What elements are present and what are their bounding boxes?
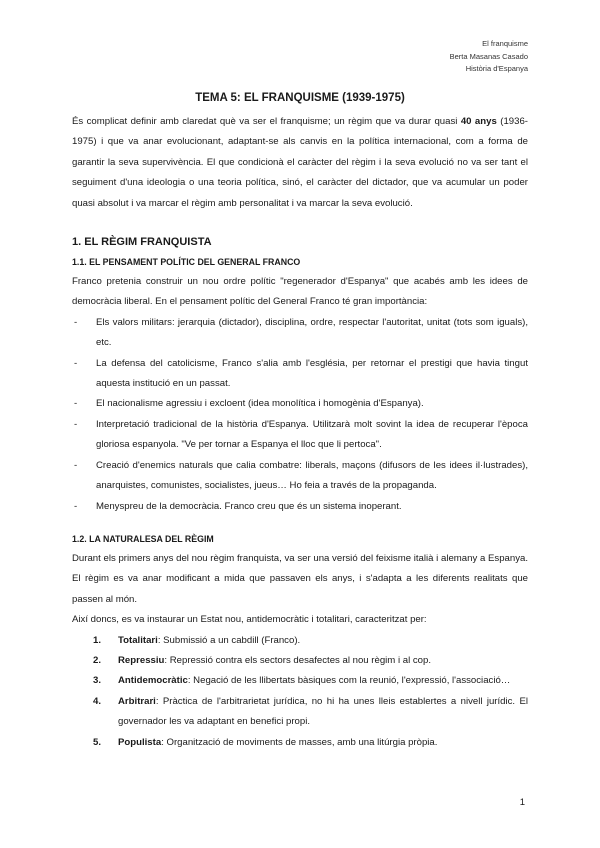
header-topic: El franquisme: [482, 39, 528, 48]
intro-text-part1: És complicat definir amb claredat què va ser el franquisme; un règim que va durar quasi: [72, 116, 461, 127]
dash-marker: -: [74, 500, 78, 512]
dash-marker: -: [74, 316, 78, 328]
item-term: Populista: [118, 736, 162, 748]
item-number: 4.: [93, 695, 102, 707]
regime-characteristics-list: [72, 631, 528, 753]
subsection-1-2-heading: 1.2. LA NATURALESA DEL RÈGIM: [72, 533, 214, 544]
subsection-1-2-paragraph-1: Durant els primers anys del nou règim franquista, va ser una versió del feixisme italià i alemany a Espanya. El règim es va anar modificant a mida que passaven els anys, i s'adapta a les diferents realitats que passen al món.: [72, 552, 528, 605]
dash-marker: -: [74, 398, 78, 410]
document-title: TEMA 5: EL FRANQUISME (1939-1975): [195, 92, 405, 104]
list-item: [72, 497, 528, 517]
document-body: [72, 112, 528, 753]
item-text: : Pràctica de l'arbitrarietat jurídica, no hi ha unes lleis establertes a nivell jurídic. El governador les va adaptant en benefici propi.: [118, 695, 528, 728]
intro-paragraph: [72, 112, 528, 214]
list-item: [72, 456, 528, 497]
list-item: [93, 692, 528, 733]
item-text: : Repressió contra els sectors desafectes al nou règim i al cop.: [164, 654, 432, 666]
list-item: [93, 631, 528, 651]
list-item: [93, 671, 528, 691]
item-number: 1.: [93, 634, 102, 646]
section1-heading: 1. EL RÈGIM FRANQUISTA: [72, 236, 212, 249]
item-term: Totalitari: [118, 634, 158, 646]
intro-text-part2: (1936-1975) i que va anar evolucionant, adaptant-se als canvis en la política internacional, com a forma de garantir la seva supervivència. El que condicionà el caràcter del règim i la seva evolució no va ser tant el seguiment d'una ideologia o una teoria política, sinó, el caràcter del dictador, que va acumular un poder quasi absolut i va marcar el règim amb personalitat i va marcar la seva evolució.: [72, 116, 528, 209]
list-item: [72, 313, 528, 354]
item-term: Arbitrari: [118, 695, 156, 707]
dash-marker: -: [74, 459, 78, 471]
dash-marker: -: [74, 418, 78, 430]
item-number: 5.: [93, 736, 102, 748]
page-header: [450, 38, 528, 76]
item-text: : Negació de les llibertats bàsiques com la reunió, l'expressió, l'associació…: [187, 675, 511, 687]
political-thought-list: [72, 313, 528, 517]
item-number: 2.: [93, 654, 102, 666]
header-subject: Història d'Espanya: [465, 64, 528, 73]
item-number: 3.: [93, 675, 102, 687]
list-item: [72, 354, 528, 395]
item-term: Repressiu: [118, 654, 165, 666]
list-item-text: La defensa del catolicisme, Franco s'alia amb l'església, per retornar el prestigi que havia tingut aquesta institució en un passat.: [96, 357, 528, 390]
page-number: 1: [519, 797, 525, 808]
list-item-text: Interpretació tradicional de la història d'Espanya. Utilitzarà molt sovint la idea de recuperar l'època gloriosa espanyola. "Ve per tornar a Espanya el lloc que li pertoca".: [96, 418, 528, 451]
list-item: [93, 651, 528, 671]
item-text: : Submissió a un cabdill (Franco).: [157, 634, 301, 646]
dash-marker: -: [74, 357, 78, 369]
subsection-1-1-paragraph: Franco pretenia construir un nou ordre polític "regenerador d'Espanya" que acabés amb les idees de democràcia liberal. En el pensament polític del General Franco té gran importància:: [72, 276, 528, 308]
list-item: [72, 415, 528, 456]
item-term: Antidemocràtic: [118, 675, 188, 687]
list-item-text: Creació d'enemics naturals que calia combatre: liberals, maçons (difusors de les idees il·lustrades), anarquistes, comunistes, socialistes, jueus… Ho feia a través de la propaganda.: [96, 459, 528, 492]
item-text: : Organització de moviments de masses, amb una litúrgia pròpia.: [161, 736, 438, 748]
subsection-1-1-heading: 1.1. EL PENSAMENT POLÍTIC DEL GENERAL FRANCO: [72, 257, 301, 268]
list-item: [93, 733, 528, 753]
list-item: [72, 394, 528, 414]
intro-bold-years: 40 anys: [460, 116, 497, 127]
list-item-text: Els valors militars: jerarquia (dictador), disciplina, ordre, respectar l'autoritat, unitat (tots som iguals), etc.: [96, 316, 528, 349]
list-item-text: El nacionalisme agressiu i excloent (idea monolítica i homogènia d'Espanya).: [96, 398, 424, 410]
list-item-text: Menyspreu de la democràcia. Franco creu que és un sistema inoperant.: [96, 500, 402, 512]
header-author: Berta Masanas Casado: [449, 51, 528, 61]
subsection-1-2-paragraph-2: Així doncs, es va instaurar un Estat nou, antidemocràtic i totalitari, caracteritzat per:: [72, 614, 427, 626]
